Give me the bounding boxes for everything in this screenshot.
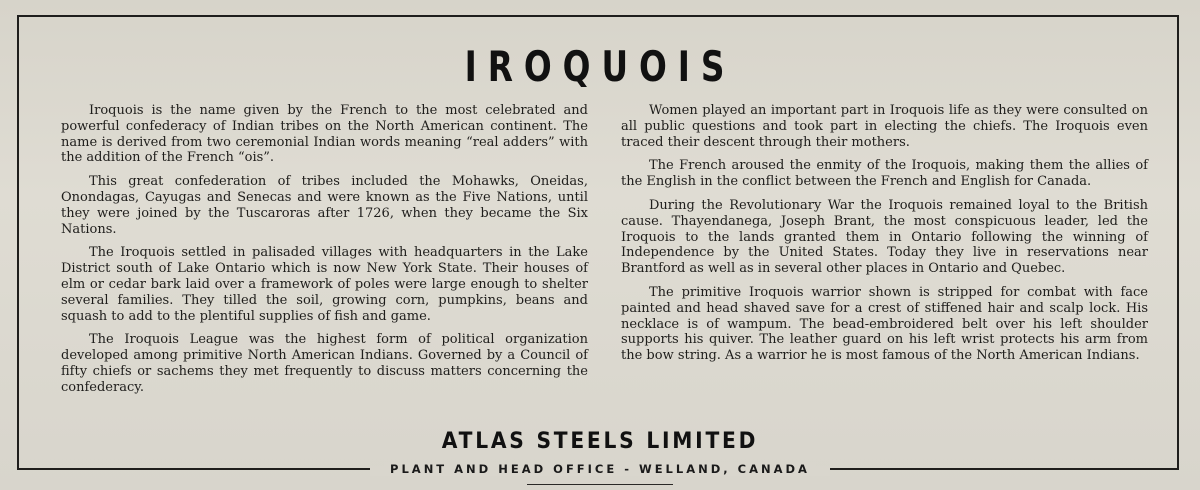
left-column — [61, 103, 588, 404]
office-text: PLANT AND HEAD OFFICE - WELLAND, CANADA — [384, 462, 816, 476]
company-name: ATLAS STEELS LIMITED — [441, 429, 759, 454]
page-title: IROQUOIS — [464, 42, 736, 91]
paragraph: The Iroquois League was the highest form of political organization developed among primitive North American Indians. Governed by a Council of fifty chiefs or sachems they met frequently to discuss matters concerning the confederacy. — [61, 332, 588, 395]
paragraph: During the Revolutionary War the Iroquois remained loyal to the British cause. Thayendanega, Joseph Brant, the most conspicuous leader, led the Iroquois to the lands granted them in Ontario following the winning of Independence by the United States. Today they live in reservations near Brantford as well as in several other places in Ontario and Quebec. — [621, 197, 1148, 277]
office-line — [0, 461, 1200, 477]
paragraph: Iroquois is the name given by the French to the most celebrated and powerful confederacy of Indian tribes on the North American continent. The name is derived from two ceremonial Indian words meaning “real adders” with the addition of the French “ois”. — [61, 103, 588, 166]
footer-rule — [527, 484, 673, 485]
paragraph: Women played an important part in Iroquois life as they were consulted on all public questions and took part in electing the chiefs. The Iroquois even traced their descent through their mothers. — [621, 103, 1148, 150]
paragraph: The French aroused the enmity of the Iroquois, making them the allies of the English in the conflict between the French and English for Canada. — [621, 158, 1148, 190]
paragraph: The Iroquois settled in palisaded villages with headquarters in the Lake District south of Lake Ontario which is now New York State. Their houses of elm or cedar bark laid over a framework of poles were large enough to shelter several families. They tilled the soil, growing corn, pumpkins, beans and squash to add to the plentiful supplies of fish and game. — [61, 245, 588, 324]
paragraph: This great confederation of tribes included the Mohawks, Oneidas, Onondagas, Cayugas and Senecas and were known as the Five Nations, until they were joined by the Tuscaroras after 1726, when they became the Six Nations. — [61, 174, 588, 237]
paragraph: The primitive Iroquois warrior shown is stripped for combat with face painted and head shaved save for a crest of stiffened hair and scalp lock. His necklace is of wampum. The bead-embroidered belt over his left shoulder supports his quiver. The leather guard on his left wrist protects his arm from the bow string. As a warrior he is most famous of the North American Indians. — [621, 284, 1148, 364]
right-column — [621, 103, 1148, 372]
